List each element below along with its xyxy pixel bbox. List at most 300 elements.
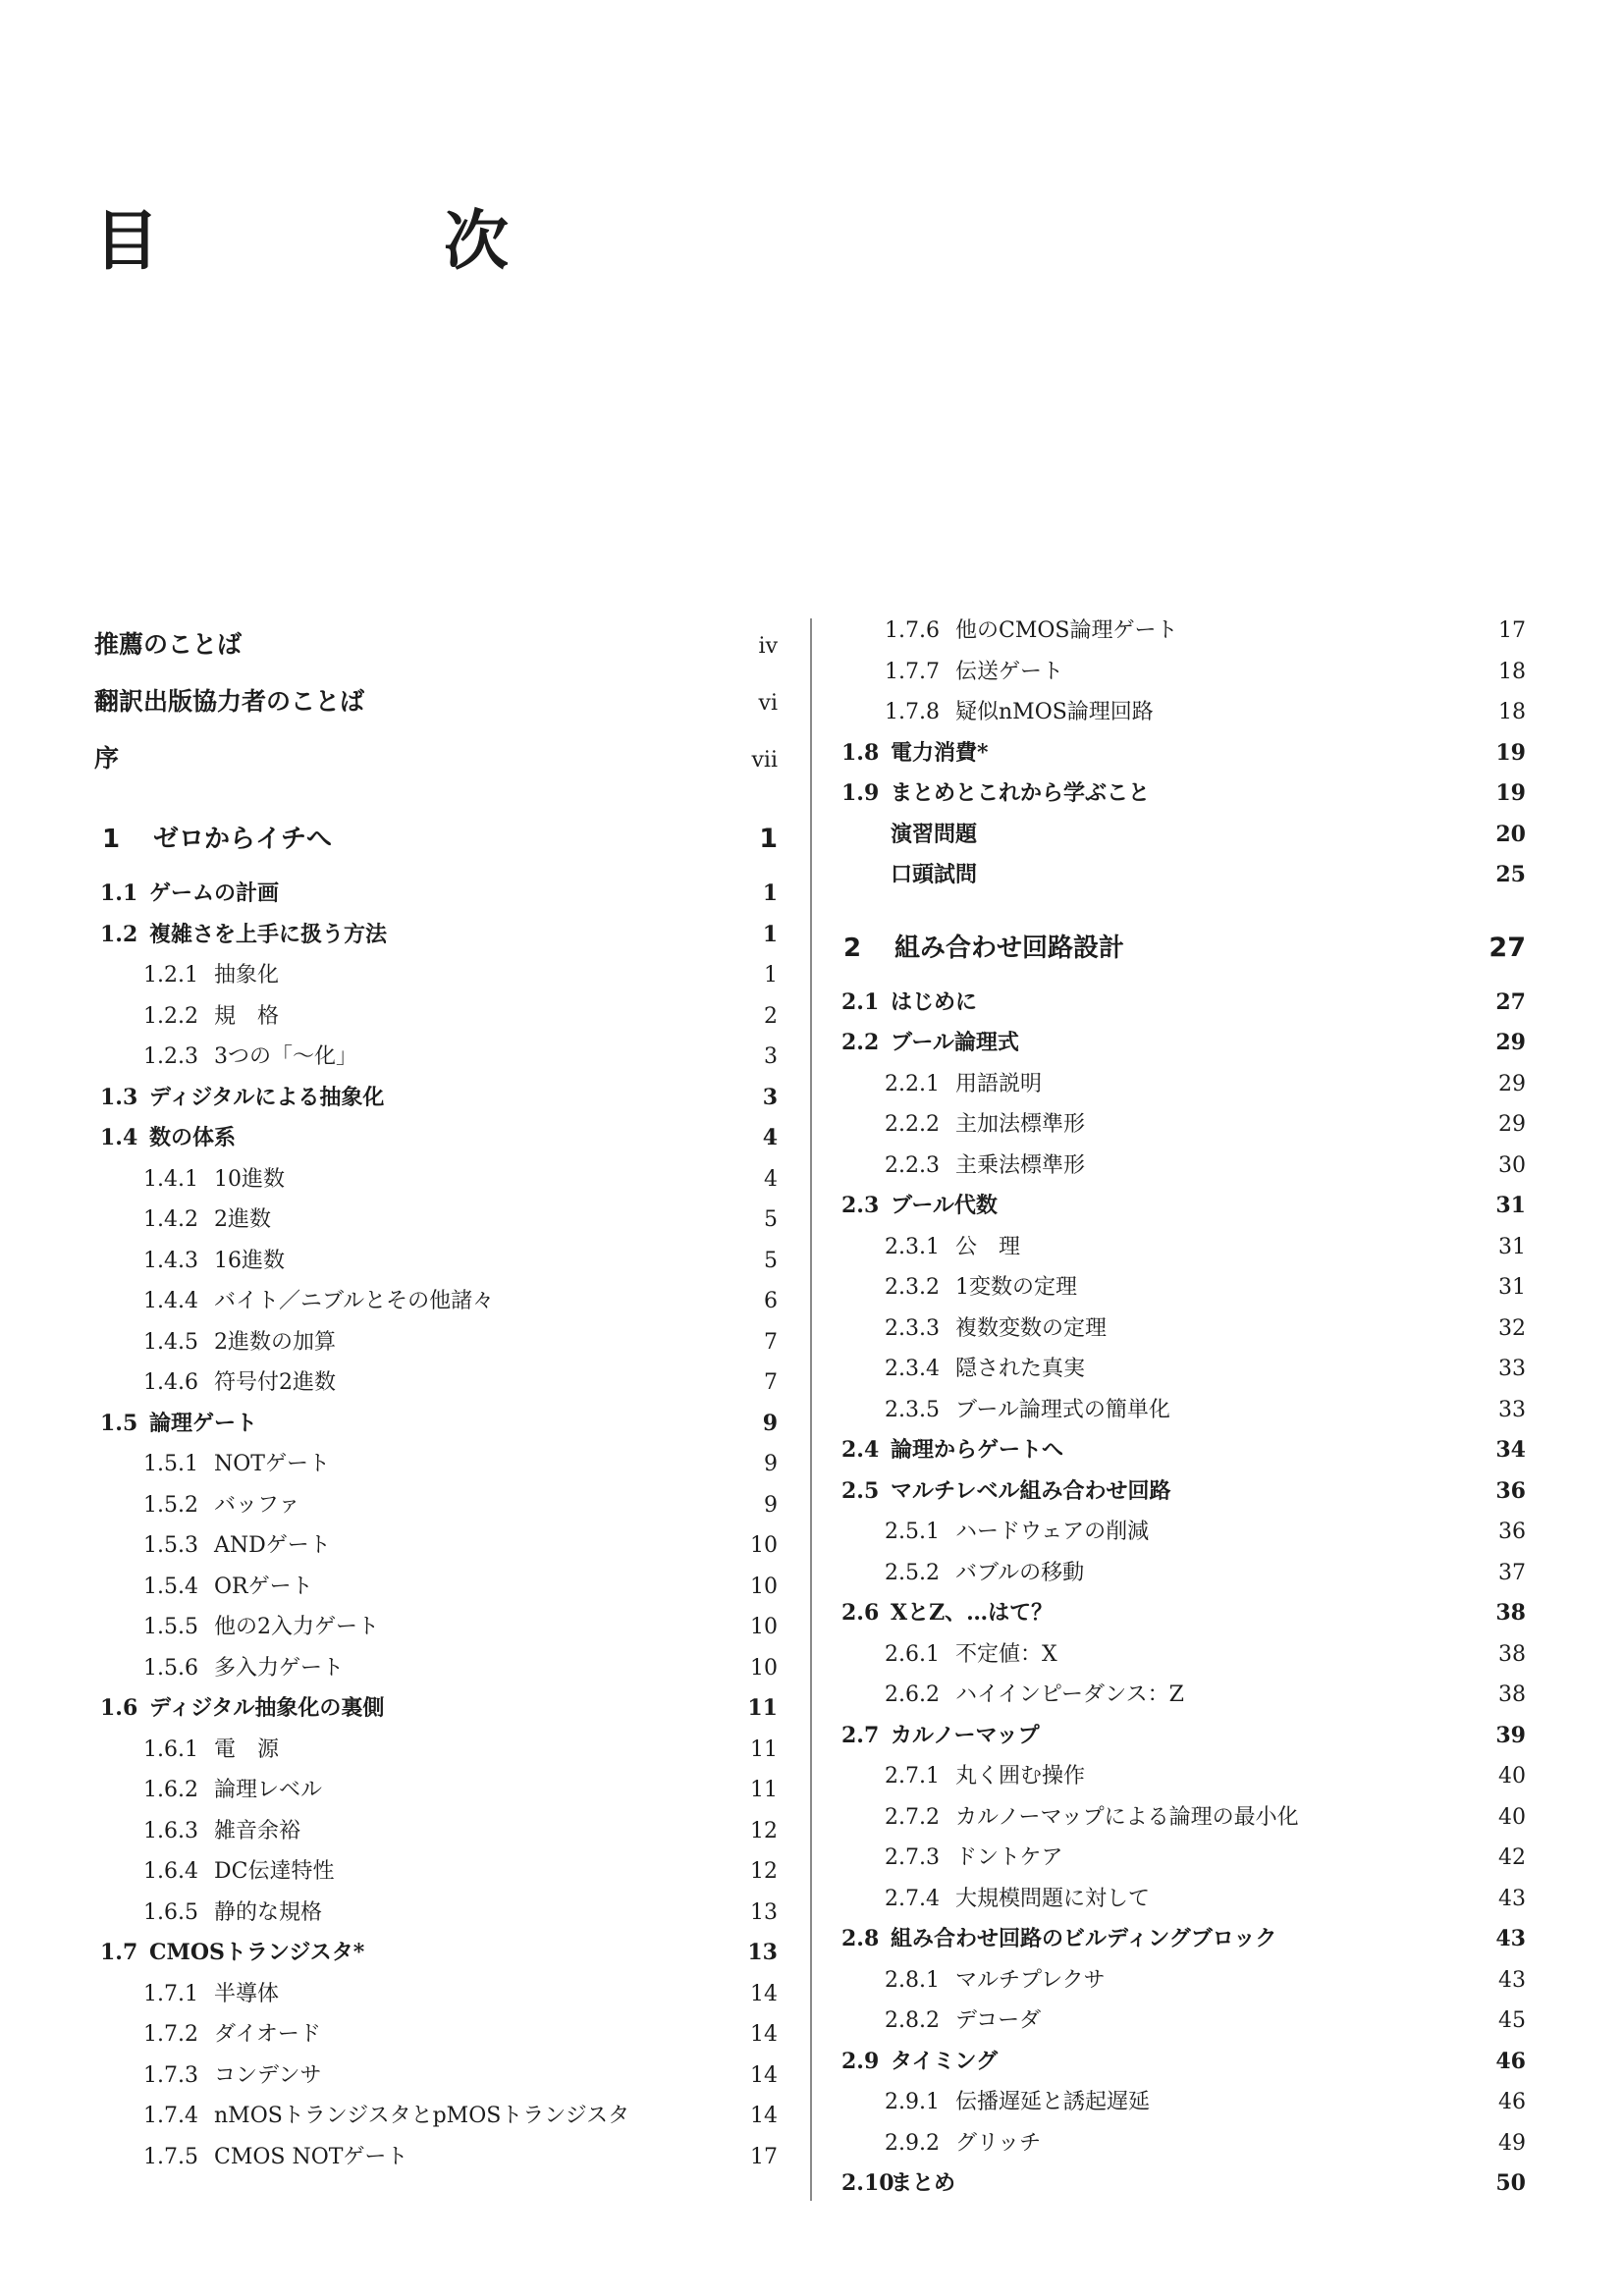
toc-entry-label (143, 1648, 344, 1689)
toc-entry-title: 論理ゲート (149, 1410, 258, 1436)
toc-entry-sub[interactable] (94, 2014, 778, 2056)
toc-entry-section[interactable] (836, 1023, 1526, 1064)
toc-entry-number: 2.5.2 (885, 1560, 940, 1585)
toc-entry-sub[interactable] (94, 1648, 778, 1689)
toc-entry-number: 2.2.1 (885, 1071, 940, 1096)
toc-entry-page: 46 (1495, 2048, 1526, 2074)
toc-entry-label (143, 1730, 279, 1771)
toc-entry-title: まとめとこれから学ぶこと (891, 780, 1151, 806)
toc-entry-label (836, 1023, 1019, 1064)
toc-entry-label (836, 1593, 1053, 1634)
toc-entry-sub[interactable] (94, 1362, 778, 1404)
toc-entry-label (885, 1634, 1057, 1676)
toc-entry-title: 大規模問題に対して (955, 1886, 1151, 1911)
toc-entry-number: 2.3.2 (885, 1275, 940, 1300)
toc-entry-title: ブール論理式 (891, 1030, 1019, 1055)
toc-entry-label (885, 1512, 1149, 1553)
toc-entry-page: 12 (750, 1859, 778, 1884)
toc-entry-title: バッファ (214, 1492, 300, 1518)
toc-entry-title: 雑音余裕 (214, 1818, 301, 1843)
toc-entry-title: カルノーマップ (891, 1722, 1040, 1748)
toc-entry-sub[interactable] (836, 1675, 1526, 1716)
toc-entry-number: 1.1 (100, 881, 138, 906)
toc-entry-label (885, 1349, 1085, 1390)
toc-entry-number: 2.2 (841, 1030, 880, 1055)
toc-entry-sub[interactable] (836, 1349, 1526, 1390)
toc-entry-sub[interactable] (94, 1200, 778, 1241)
toc-entry-number: 1.7.2 (143, 2022, 198, 2047)
toc-entry-page: 38 (1498, 1641, 1526, 1667)
toc-entry-title: 電 源 (214, 1736, 280, 1762)
toc-entry-sub[interactable] (94, 1485, 778, 1526)
toc-entry-page: 10 (750, 1533, 778, 1558)
toc-entry-number: 1.6.5 (143, 1899, 198, 1925)
toc-entry-label (143, 1241, 285, 1282)
toc-entry-page: 11 (750, 1736, 778, 1762)
toc-entry-number: 1.6.2 (143, 1778, 198, 1802)
toc-entry-title: 論理レベル (214, 1778, 323, 1802)
toc-entry-title: 静的な規格 (214, 1899, 323, 1925)
toc-entry-number: 1.4.6 (143, 1370, 198, 1395)
toc-entry-label (94, 616, 242, 673)
toc-entry-page: 12 (750, 1818, 778, 1843)
toc-entry-number: 2.9 (841, 2048, 880, 2074)
toc-entry-label (143, 1037, 357, 1078)
toc-entry-plain[interactable] (836, 855, 1526, 896)
toc-entry-page: 7 (764, 1370, 778, 1395)
toc-entry-label (836, 983, 977, 1024)
toc-entry-number: 2.10 (841, 2170, 894, 2196)
toc-entry-section[interactable] (836, 1430, 1526, 1471)
toc-entry-label (885, 1146, 1085, 1187)
toc-entry-label (891, 815, 977, 856)
toc-entry-page: 17 (1498, 618, 1526, 643)
toc-entry-title: マルチレベル組み合わせ回路 (891, 1477, 1171, 1504)
toc-entry-label (143, 2096, 629, 2137)
toc-entry-sub[interactable] (836, 1227, 1526, 1268)
toc-entry-number: 1.5.5 (143, 1615, 198, 1639)
toc-entry-page: 36 (1498, 1520, 1526, 1544)
toc-entry-number: 2.1 (841, 988, 880, 1015)
toc-entry-label (885, 1879, 1150, 1920)
toc-entry-section[interactable] (836, 2163, 1526, 2205)
toc-entry-page: 36 (1495, 1477, 1526, 1504)
toc-entry-number: 2.4 (841, 1437, 880, 1463)
toc-entry-sub[interactable] (836, 652, 1526, 693)
toc-entry-page: 34 (1495, 1437, 1526, 1463)
toc-entry-sub[interactable] (836, 1512, 1526, 1553)
toc-entry-label (143, 1281, 494, 1322)
toc-entry-page: 6 (764, 1289, 778, 1313)
toc-entry-page: 43 (1498, 1886, 1526, 1911)
toc-entry-label (143, 1200, 271, 1241)
toc-entry-section[interactable] (836, 2042, 1526, 2083)
toc-entry-page: 31 (1498, 1234, 1526, 1259)
toc-entry-label (94, 1118, 236, 1159)
toc-entry-page: 1 (759, 824, 778, 854)
toc-entry-title: 複数変数の定理 (955, 1315, 1108, 1341)
toc-entry-title: ORゲート (214, 1574, 313, 1599)
toc-entry-number: 1.5.1 (143, 1452, 198, 1476)
toc-entry-page: 37 (1498, 1560, 1526, 1585)
toc-entry-page: 14 (750, 2022, 778, 2047)
toc-entry-label (885, 611, 1177, 652)
toc-entry-sub[interactable] (836, 1064, 1526, 1105)
toc-entry-page: 27 (1489, 932, 1526, 963)
toc-entry-sub[interactable] (836, 1960, 1526, 2002)
toc-entry-sub[interactable] (94, 955, 778, 996)
toc-entry-section[interactable] (94, 874, 778, 915)
toc-entry-sub[interactable] (94, 996, 778, 1038)
toc-entry-section[interactable] (94, 1933, 778, 1974)
toc-entry-label (143, 2056, 322, 2097)
toc-entry-sub[interactable] (836, 1146, 1526, 1187)
toc-entry-label (143, 1974, 279, 2015)
toc-entry-label (836, 1186, 998, 1227)
toc-entry-section[interactable] (836, 1471, 1526, 1513)
toc-entry-sub[interactable] (94, 1607, 778, 1648)
toc-entry-label (885, 692, 1154, 733)
toc-entry-page: 14 (750, 2104, 778, 2128)
toc-entry-sub[interactable] (94, 2137, 778, 2178)
toc-entry-page: 39 (1495, 1722, 1526, 1748)
toc-entry-section[interactable] (836, 733, 1526, 774)
toc-entry-number: 2.3 (841, 1193, 880, 1218)
toc-entry-title: 伝送ゲート (955, 659, 1064, 684)
toc-entry-title: DC伝達特性 (214, 1859, 335, 1884)
toc-entry-page: 38 (1495, 1600, 1526, 1626)
toc-entry-sub[interactable] (836, 1879, 1526, 1920)
toc-entry-page: 42 (1498, 1845, 1526, 1870)
toc-entry-sub[interactable] (94, 1037, 778, 1078)
toc-entry-sub[interactable] (94, 1281, 778, 1322)
toc-entry-label (885, 1104, 1085, 1146)
toc-entry-page: 46 (1498, 2090, 1526, 2114)
toc-entry-number: 2.8.1 (885, 1967, 940, 1993)
toc-entry-page: 18 (1498, 659, 1526, 684)
toc-entry-label (885, 652, 1063, 693)
toc-entry-title: 抽象化 (214, 963, 280, 988)
toc-entry-page: 17 (750, 2144, 778, 2169)
toc-entry-label (94, 673, 364, 730)
page-title: 目 次 (94, 202, 619, 279)
toc-entry-label (885, 1960, 1106, 2002)
toc-entry-sub[interactable] (836, 2123, 1526, 2164)
toc-entry-chapter[interactable] (836, 914, 1526, 983)
toc-entry-title: ハイインピーダンス：Z (955, 1682, 1184, 1707)
toc-entry-title: ハードウェアの削減 (955, 1520, 1150, 1544)
toc-entry-page: 45 (1498, 2008, 1526, 2033)
toc-entry-number: 1 (102, 825, 121, 854)
toc-entry-sub[interactable] (836, 1390, 1526, 1431)
toc-entry-sub[interactable] (836, 692, 1526, 733)
toc-entry-section[interactable] (94, 915, 778, 956)
toc-entry-label (885, 1553, 1084, 1594)
toc-entry-number: 2.6.1 (885, 1641, 940, 1667)
toc-entry-number: 1.4.2 (143, 1207, 198, 1232)
toc-entry-label (891, 855, 977, 896)
toc-entry-title: 隠された真実 (955, 1357, 1086, 1381)
toc-entry-page: 9 (762, 1410, 778, 1436)
toc-entry-number: 1.5.3 (143, 1533, 198, 1558)
toc-entry-label (836, 1919, 1276, 1960)
toc-entry-sub[interactable] (836, 1104, 1526, 1146)
toc-entry-label (885, 2001, 1041, 2042)
toc-entry-title: 推薦のことば (94, 630, 243, 659)
toc-entry-title: マルチプレクサ (955, 1967, 1106, 1993)
toc-entry-page: 10 (750, 1655, 778, 1681)
toc-entry-plain[interactable] (836, 815, 1526, 856)
toc-entry-sub[interactable] (836, 1553, 1526, 1594)
toc-entry-label (885, 1838, 1063, 1879)
toc-entry-page: 32 (1498, 1315, 1526, 1341)
toc-entry-page: 31 (1495, 1193, 1526, 1218)
toc-entry-page: 11 (747, 1695, 778, 1721)
toc-entry-front[interactable] (94, 616, 778, 673)
toc-entry-label (836, 774, 1150, 815)
toc-entry-number: 1.7.6 (885, 618, 940, 643)
toc-entry-label (885, 1308, 1107, 1350)
toc-entry-title: 丸く囲む操作 (955, 1764, 1086, 1789)
column-divider (810, 618, 812, 2201)
toc-entry-page: 10 (750, 1574, 778, 1599)
toc-entry-number: 2.7.3 (885, 1845, 940, 1870)
toc-entry-label (143, 1322, 336, 1363)
toc-entry-page: vi (758, 691, 778, 716)
toc-entry-title: 口頭試問 (891, 862, 978, 887)
toc-entry-number: 1.2.2 (143, 1003, 198, 1029)
toc-entry-label (143, 2014, 321, 2056)
toc-entry-page: 4 (762, 1125, 778, 1150)
toc-entry-page: iv (758, 634, 778, 659)
toc-entry-page: 20 (1495, 821, 1526, 847)
toc-entry-page: 13 (750, 1899, 778, 1925)
toc-entry-sub[interactable] (94, 1159, 778, 1201)
toc-entry-title: 主加法標準形 (955, 1112, 1086, 1137)
toc-entry-front[interactable] (94, 673, 778, 730)
toc-entry-page: 9 (764, 1492, 778, 1518)
toc-entry-page: 38 (1498, 1682, 1526, 1707)
toc-entry-number: 2 (843, 933, 862, 963)
toc-entry-title: CMOS NOTゲート (214, 2144, 408, 2169)
toc-entry-label (143, 1851, 334, 1893)
toc-entry-page: 18 (1498, 700, 1526, 724)
toc-entry-title: デコーダ (955, 2008, 1042, 2033)
toc-entry-label (143, 2137, 407, 2178)
toc-entry-label (885, 1064, 1042, 1105)
toc-entry-sub[interactable] (836, 1756, 1526, 1797)
toc-entry-number: 1.7.1 (143, 1981, 198, 2006)
toc-entry-sub[interactable] (94, 1444, 778, 1485)
toc-entry-section[interactable] (94, 1118, 778, 1159)
toc-entry-section[interactable] (836, 1716, 1526, 1757)
toc-entry-sub[interactable] (836, 2001, 1526, 2042)
toc-entry-sub[interactable] (836, 1838, 1526, 1879)
toc-entry-page: 33 (1498, 1357, 1526, 1381)
toc-entry-page: 4 (764, 1166, 778, 1192)
toc-entry-title: ブール代数 (891, 1193, 998, 1218)
toc-entry-title: 10進数 (214, 1166, 285, 1192)
toc-entry-number: 2.8 (841, 1926, 880, 1951)
toc-entry-number: 2.9.2 (885, 2130, 940, 2156)
toc-entry-title: XとZ、…はて？ (891, 1600, 1054, 1626)
toc-entry-label (143, 1444, 330, 1485)
toc-entry-label (836, 1430, 1063, 1471)
toc-entry-page: 1 (764, 963, 778, 988)
toc-entry-page: 33 (1498, 1397, 1526, 1422)
toc-entry-sub[interactable] (94, 1851, 778, 1893)
toc-entry-label (836, 2042, 998, 2083)
toc-entry-title: 半導体 (214, 1981, 280, 2006)
toc-entry-title: グリッチ (955, 2130, 1042, 2156)
toc-entry-sub[interactable] (94, 1770, 778, 1811)
toc-entry-sub[interactable] (94, 2056, 778, 2097)
toc-entry-sub[interactable] (836, 1308, 1526, 1350)
toc-entry-sub[interactable] (94, 1893, 778, 1934)
toc-entry-section[interactable] (836, 774, 1526, 815)
toc-entry-label (143, 1362, 336, 1404)
toc-entry-section[interactable] (94, 1404, 778, 1445)
toc-entry-page: 31 (1498, 1275, 1526, 1300)
toc-entry-label (143, 1893, 322, 1934)
toc-entry-page: 1 (762, 881, 778, 906)
toc-entry-title: ANDゲート (214, 1533, 331, 1558)
toc-entry-title: nMOSトランジスタとpMOSトランジスタ (214, 2104, 630, 2128)
toc-entry-title: ディジタル抽象化の裏側 (149, 1695, 385, 1721)
toc-entry-chapter[interactable] (94, 805, 778, 874)
toc-entry-title: 序 (94, 744, 120, 773)
toc-entry-number: 1.7 (100, 1940, 138, 1965)
toc-entry-sub[interactable] (836, 1797, 1526, 1839)
toc-entry-sub[interactable] (94, 1974, 778, 2015)
toc-entry-label (143, 996, 279, 1038)
toc-entry-title: CMOSトランジスタ* (149, 1940, 365, 1965)
toc-entry-number: 2.5.1 (885, 1520, 940, 1544)
toc-entry-page: 29 (1498, 1112, 1526, 1137)
toc-entry-page: 43 (1498, 1967, 1526, 1993)
toc-entry-section[interactable] (836, 983, 1526, 1024)
toc-entry-number: 1.8 (841, 739, 880, 766)
toc-entry-sub[interactable] (94, 1322, 778, 1363)
toc-entry-page: 14 (750, 2062, 778, 2088)
toc-entry-number: 1.4.1 (143, 1166, 198, 1192)
toc-entry-label (836, 733, 989, 774)
toc-entry-page: 5 (764, 1207, 778, 1232)
toc-entry-title: 3つの「～化」 (214, 1044, 357, 1069)
toc-entry-title: ブール論理式の簡単化 (955, 1397, 1170, 1422)
toc-entry-section[interactable] (836, 1919, 1526, 1960)
toc-entry-title: 組み合わせ回路のビルディングブロック (891, 1926, 1277, 1951)
toc-entry-title: カルノーマップによる論理の最小化 (955, 1804, 1299, 1830)
toc-entry-title: タイミング (891, 2048, 999, 2074)
toc-entry-section[interactable] (94, 1078, 778, 1119)
toc-entry-title: 不定値：X (955, 1641, 1057, 1667)
toc-entry-title: 数の体系 (149, 1125, 237, 1150)
toc-entry-title: コンデンサ (214, 2062, 322, 2088)
toc-entry-number: 2.8.2 (885, 2008, 940, 2033)
toc-entry-number: 1.9 (841, 780, 880, 806)
toc-entry-label (836, 1471, 1171, 1513)
toc-entry-number: 1.5.4 (143, 1574, 198, 1599)
toc-entry-label (143, 1770, 322, 1811)
toc-entry-title: 翻訳出版協力者のことば (94, 687, 365, 716)
toc-entry-number: 1.6.4 (143, 1859, 198, 1884)
toc-entry-section[interactable] (94, 1688, 778, 1730)
toc-entry-number: 1.7.4 (143, 2104, 198, 2128)
toc-entry-page: 1 (762, 921, 778, 947)
toc-entry-number: 2.5 (841, 1477, 880, 1504)
toc-entry-sub[interactable] (836, 2082, 1526, 2123)
toc-entry-label (94, 730, 119, 787)
toc-entry-title: はじめに (891, 988, 978, 1015)
toc-entry-page: 40 (1498, 1764, 1526, 1789)
toc-entry-label (143, 1607, 379, 1648)
toc-entry-page: 3 (762, 1084, 778, 1110)
toc-entry-title: 演習問題 (891, 821, 978, 847)
toc-entry-number: 1.5.2 (143, 1492, 198, 1518)
toc-entry-label (94, 1933, 364, 1974)
toc-entry-sub[interactable] (94, 1730, 778, 1771)
toc-entry-sub[interactable] (836, 1267, 1526, 1308)
toc-entry-sub[interactable] (94, 1567, 778, 1608)
toc-entry-page: 5 (764, 1248, 778, 1273)
toc-entry-front[interactable] (94, 730, 778, 787)
toc-entry-label (94, 1688, 384, 1730)
toc-entry-title: 疑似nMOS論理回路 (955, 700, 1154, 724)
toc-entry-number: 2.3.4 (885, 1357, 940, 1381)
toc-entry-section[interactable] (836, 1186, 1526, 1227)
toc-entry-title: 2進数の加算 (214, 1329, 336, 1355)
toc-entry-label (885, 1675, 1184, 1716)
toc-entry-sub[interactable] (94, 1811, 778, 1852)
toc-entry-label (836, 914, 1124, 983)
toc-entry-page: 49 (1498, 2130, 1526, 2156)
toc-entry-title: ゼロからイチへ (153, 825, 333, 854)
toc-entry-number: 1.7.3 (143, 2062, 198, 2088)
toc-entry-label (94, 805, 332, 874)
toc-entry-title: 規 格 (214, 1003, 280, 1029)
toc-entry-sub[interactable] (836, 1634, 1526, 1676)
toc-entry-page: vii (751, 748, 778, 773)
toc-entry-number: 1.7.7 (885, 659, 940, 684)
toc-entry-label (94, 915, 387, 956)
toc-entry-section[interactable] (836, 1593, 1526, 1634)
toc-entry-number: 2.7.4 (885, 1886, 940, 1911)
toc-right-column (836, 611, 1526, 2205)
toc-entry-sub[interactable] (94, 2096, 778, 2137)
toc-entry-title: バブルの移動 (955, 1560, 1085, 1585)
toc-entry-label (885, 2123, 1041, 2164)
toc-entry-page: 19 (1495, 739, 1526, 766)
toc-entry-title: 2進数 (214, 1207, 271, 1232)
toc-entry-title: 組み合わせ回路設計 (894, 933, 1125, 963)
toc-entry-title: 公 理 (955, 1234, 1021, 1259)
toc-entry-title: ダイオード (214, 2022, 321, 2047)
toc-entry-sub[interactable] (836, 611, 1526, 652)
toc-entry-number: 2.7 (841, 1722, 880, 1748)
toc-entry-sub[interactable] (94, 1525, 778, 1567)
toc-entry-page: 29 (1495, 1030, 1526, 1055)
toc-entry-title: 多入力ゲート (214, 1655, 345, 1681)
toc-entry-number: 2.3.1 (885, 1234, 940, 1259)
toc-entry-label (885, 1756, 1085, 1797)
toc-entry-number: 2.7.2 (885, 1804, 940, 1830)
toc-entry-title: ディジタルによる抽象化 (149, 1084, 385, 1110)
toc-entry-page: 13 (747, 1940, 778, 1965)
toc-entry-sub[interactable] (94, 1241, 778, 1282)
toc-entry-number: 1.6.1 (143, 1736, 198, 1762)
toc-entry-number: 2.3.5 (885, 1397, 940, 1422)
